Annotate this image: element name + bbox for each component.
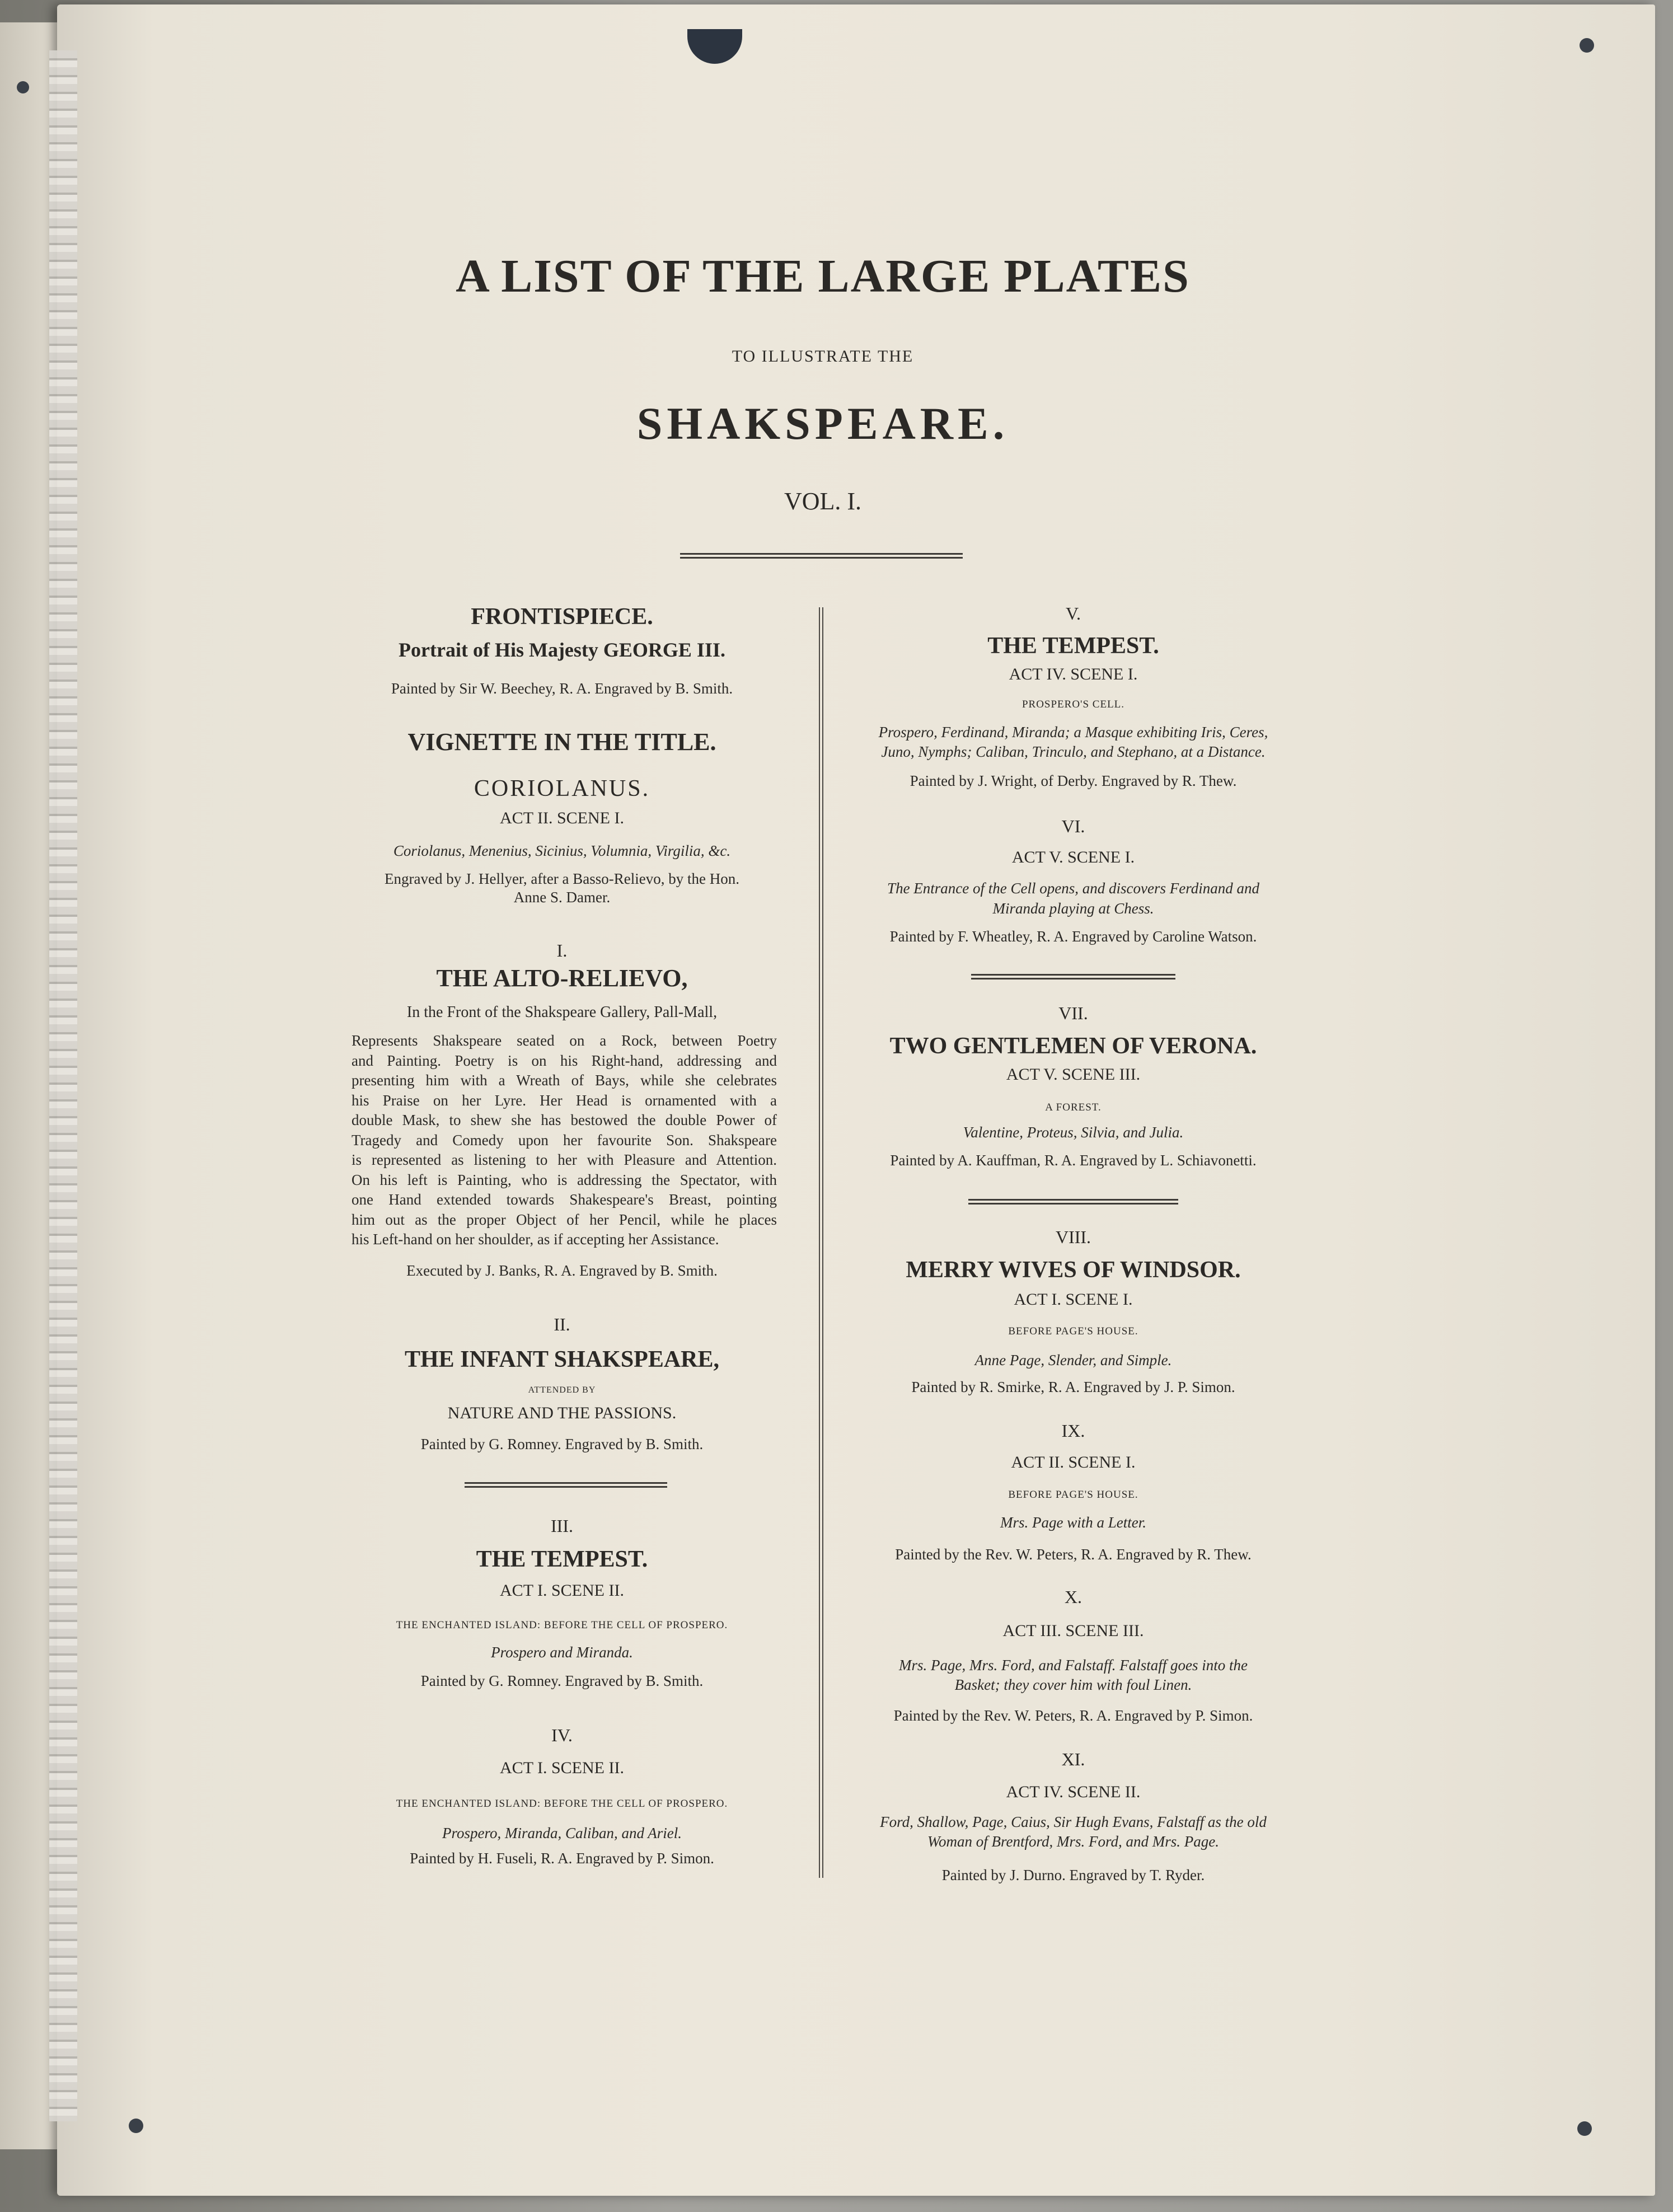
right-section-divider-2 [968,1199,1178,1205]
plate-10-credit: Painted by the Rev. W. Peters, R. A. Engraved by P. Simon. [893,1707,1253,1724]
plate-3-number: III. [551,1516,573,1536]
left-section-divider [465,1482,667,1488]
plate-9-credit: Painted by the Rev. W. Peters, R. A. Engraved by R. Thew. [895,1546,1252,1563]
plate-11-characters-line2: Woman of Brentford, Mrs. Ford, and Mrs. Page. [927,1833,1219,1850]
plate-10-characters-line1: Mrs. Page, Mrs. Ford, and Falstaff. Falstaff goes into the [899,1657,1248,1674]
plate-5-number: V. [1066,603,1081,624]
plate-8-place: BEFORE PAGE'S HOUSE. [1008,1325,1138,1337]
plate-8-characters: Anne Page, Slender, and Simple. [974,1352,1172,1369]
vignette-act: ACT II. SCENE I. [500,809,624,827]
plate-7-act: ACT V. SCENE III. [1006,1065,1141,1084]
plate-5-credit: Painted by J. Wright, of Derby. Engraved by R. Thew. [910,772,1237,789]
plate-7-number: VII. [1058,1003,1088,1023]
header-divider [680,553,963,559]
pin-icon [1577,2121,1592,2136]
page-subtitle: TO ILLUSTRATE THE [732,347,914,365]
plate-11-characters-line1: Ford, Shallow, Page, Caius, Sir Hugh Evans, Falstaff as the old [880,1813,1267,1830]
plate-6-number: VI. [1061,816,1085,836]
plate-5-characters-line2: Juno, Nymphs; Caliban, Trinculo, and Stephano, at a Distance. [881,743,1266,760]
volume-label: VOL. I. [784,488,862,515]
plate-6-act: ACT V. SCENE I. [1011,848,1135,866]
page-title: A LIST OF THE LARGE PLATES [456,250,1190,302]
plate-5-place: PROSPERO'S CELL. [1021,699,1125,710]
plate-4-credit: Painted by H. Fuseli, R. A. Engraved by P. Simon. [410,1850,714,1867]
plate-5-characters-line1: Prospero, Ferdinand, Miranda; a Masque exhibiting Iris, Ceres, [878,724,1268,741]
plate-6-characters-line2: Miranda playing at Chess. [992,900,1154,917]
frontispiece-heading: FRONTISPIECE. [471,604,653,630]
pin-icon [1580,38,1594,53]
vignette-heading: VIGNETTE IN THE TITLE. [407,728,716,756]
plate-2-title: THE INFANT SHAKSPEARE, [404,1347,720,1372]
plate-5-act: ACT IV. SCENE I. [1009,665,1138,683]
plate-7-place: A FOREST. [1045,1102,1102,1113]
plate-6-credit: Painted by F. Wheatley, R. A. Engraved by Caroline Watson. [889,928,1257,945]
plate-11-act: ACT IV. SCENE II. [1006,1783,1141,1801]
plate-1-number: I. [556,940,568,960]
plate-3-act: ACT I. SCENE II. [500,1581,624,1600]
plate-6-characters-line1: The Entrance of the Cell opens, and discovers Ferdinand and [887,880,1259,897]
plate-8-title: MERRY WIVES OF WINDSOR. [906,1257,1241,1283]
plate-3-credit: Painted by G. Romney. Engraved by B. Smith. [420,1672,704,1689]
page-main-title: SHAKSPEARE. [636,398,1009,449]
plate-7-credit: Painted by A. Kauffman, R. A. Engraved by L. Schiavonetti. [890,1152,1257,1169]
plate-11-number: XI. [1061,1749,1085,1769]
frontispiece-credit: Painted by Sir W. Beechey, R. A. Engraved by B. Smith. [391,680,733,697]
plate-2-credit: Painted by G. Romney. Engraved by B. Smith. [420,1436,704,1452]
frontispiece-subtitle: Portrait of His Majesty GEORGE III. [399,639,725,661]
pin-icon [17,81,29,93]
plate-3-title: THE TEMPEST. [476,1546,648,1572]
plate-1-description: Represents Shakspeare seated on a Rock, between Poetry and Painting. Poetry is on his Right-hand, addressing and presenting him with a Wreath of Bays, while she celebrates his Praise on her Lyre. Her Head is ornamented with a double Mask, to shew she has bestowed the double Power of Tragedy and Comedy upon her favourite Son. Shakspeare is represented as listening to her with Pleasure and Attention. On his left is Painting, who is addressing the Spectator, with one Hand extended towards Shakespeare's Breast, pointing him out as the proper Object of her Pencil, while he places his Left-hand on her shoulder, as if accepting her Assistance. [352,1032,777,1248]
plate-4-number: IV. [551,1725,573,1745]
plate-2-subtitle: NATURE AND THE PASSIONS. [447,1404,677,1422]
plate-1-subtitle: In the Front of the Shakspeare Gallery, Pall-Mall, [406,1004,718,1021]
plate-11-credit: Painted by J. Durno. Engraved by T. Ryder. [941,1867,1205,1883]
plate-10-number: X. [1064,1587,1082,1607]
plate-2-attended: ATTENDED BY [528,1385,596,1395]
vignette-credit-line2: Anne S. Damer. [513,889,611,906]
plate-7-title: TWO GENTLEMEN OF VERONA. [889,1033,1257,1059]
plate-9-act: ACT II. SCENE I. [1011,1453,1136,1471]
plate-1-credit: Executed by J. Banks, R. A. Engraved by B. Smith. [406,1262,718,1279]
plate-10-characters-line2: Basket; they cover him with foul Linen. [954,1676,1192,1693]
plate-2-number: II. [554,1314,570,1334]
plate-8-act: ACT I. SCENE I. [1014,1290,1133,1309]
vignette-characters: Coriolanus, Menenius, Sicinius, Volumnia, Virgilia, &c. [393,842,731,859]
plate-9-place: BEFORE PAGE'S HOUSE. [1008,1489,1138,1501]
plate-8-number: VIII. [1055,1227,1091,1247]
plate-7-characters: Valentine, Proteus, Silvia, and Julia. [963,1124,1184,1141]
plate-4-characters: Prospero, Miranda, Caliban, and Ariel. [442,1825,682,1841]
plate-1-title: THE ALTO-RELIEVO, [436,964,688,992]
plate-10-act: ACT III. SCENE III. [1002,1621,1144,1640]
right-section-divider-1 [971,974,1175,980]
plate-9-characters: Mrs. Page with a Letter. [1000,1514,1146,1531]
pin-icon [129,2119,143,2133]
plate-9-number: IX. [1061,1421,1085,1441]
plate-3-characters: Prospero and Miranda. [491,1644,633,1661]
vignette-play: CORIOLANUS. [474,776,650,802]
plate-4-place: THE ENCHANTED ISLAND: BEFORE THE CELL OF PROSPERO. [396,1798,728,1810]
vignette-credit-line1: Engraved by J. Hellyer, after a Basso-Relievo, by the Hon. [385,870,739,887]
plate-5-title: THE TEMPEST. [987,633,1159,659]
plate-4-act: ACT I. SCENE II. [500,1759,624,1777]
plate-8-credit: Painted by R. Smirke, R. A. Engraved by J. P. Simon. [911,1379,1235,1395]
plate-3-place: THE ENCHANTED ISLAND: BEFORE THE CELL OF PROSPERO. [396,1619,728,1631]
